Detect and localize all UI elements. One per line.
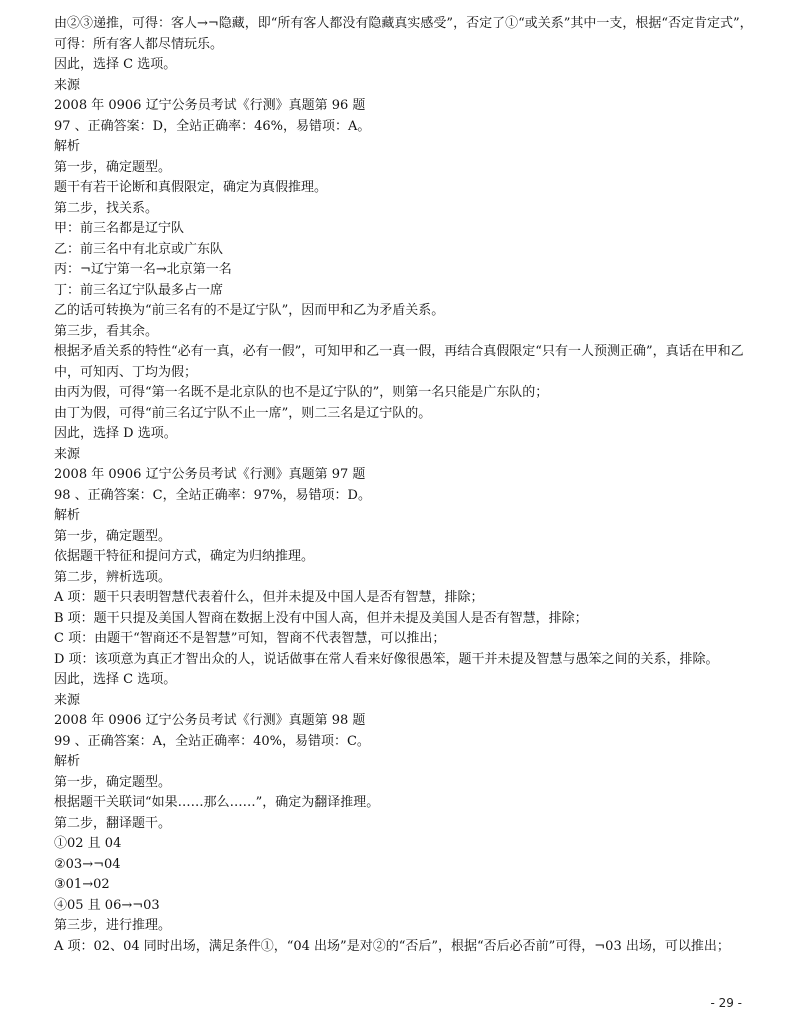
text-line: 根据题干关联词“如果……那么……”，确定为翻译推理。 bbox=[54, 795, 380, 810]
source-citation: 2008 年 0906 辽宁公务员考试《行测》真题第 97 题 bbox=[54, 467, 366, 482]
text-line: 根据矛盾关系的特性“必有一真，必有一假”，可知甲和乙一真一假，再结合真假限定“只有一人预测正确”，真话在甲和乙中，可知丙、丁均为假； bbox=[54, 344, 744, 380]
text-line: 题干有若干论断和真假限定，确定为真假推理。 bbox=[54, 180, 328, 195]
text-line: 因此，选择 C 选项。 bbox=[54, 672, 177, 687]
text-line: 由②③递推，可得：客人→¬隐藏，即“所有客人都没有隐藏真实感受”，否定了①“或关系”其中一支，根据“否定肯定式”，可得：所有客人都尽情玩乐。 bbox=[54, 16, 753, 52]
text-line: 第三步，进行推理。 bbox=[54, 918, 172, 933]
text-line: 第二步，辨析选项。 bbox=[54, 569, 172, 585]
text-line: 第一步，确定题型。 bbox=[54, 774, 172, 790]
text-line: 丙：¬辽宁第一名→北京第一名 bbox=[54, 262, 232, 277]
option-line: A 项：题干只表明智慧代表着什么，但并未提及中国人是否有智慧，排除； bbox=[54, 590, 484, 605]
text-line: 乙：前三名中有北京或广东队 bbox=[54, 241, 224, 257]
text-line: 因此，选择 C 选项。 bbox=[54, 57, 177, 72]
section-label-analysis: 解析 bbox=[54, 139, 81, 154]
section-label-source: 来源 bbox=[54, 77, 81, 93]
option-line: B 项：题干只提及美国人智商在数据上没有中国人高，但并未提及美国人是否有智慧，排除； bbox=[54, 610, 588, 626]
answer-line: 98 、正确答案：C，全站正确率：97%，易错项：D。 bbox=[54, 487, 371, 503]
condition-line: ②03→¬04 bbox=[54, 856, 121, 872]
section-label-analysis: 解析 bbox=[54, 754, 81, 769]
condition-line: ①02 且 04 bbox=[54, 836, 122, 851]
text-line: 丁：前三名辽宁队最多占一席 bbox=[54, 282, 224, 298]
section-label-source: 来源 bbox=[54, 446, 81, 462]
document-body bbox=[54, 14, 754, 957]
option-line: A 项：02、04 同时出场，满足条件①，“04 出场”是对②的“否后”，根据“否后必否前”可得，¬03 出场，可以推出； bbox=[54, 938, 730, 954]
text-line: 乙的话可转换为“前三名有的不是辽宁队”，因而甲和乙为矛盾关系。 bbox=[54, 303, 445, 318]
text-line: 第一步，确定题型。 bbox=[54, 159, 172, 175]
text-line: 第三步，看其余。 bbox=[54, 323, 159, 339]
source-citation: 2008 年 0906 辽宁公务员考试《行测》真题第 98 题 bbox=[54, 713, 366, 728]
option-line: D 项：该项意为真正才智出众的人，说话做事在常人看来好像很愚笨，题干并未提及智慧与愚笨之间的关系，排除。 bbox=[54, 651, 719, 667]
answer-line: 97 、正确答案：D，全站正确率：46%，易错项：A。 bbox=[54, 118, 371, 134]
text-line: 因此，选择 D 选项。 bbox=[54, 426, 177, 441]
condition-line: ④05 且 06→¬03 bbox=[54, 897, 160, 913]
answer-line: 99 、正确答案：A，全站正确率：40%，易错项：C。 bbox=[54, 733, 370, 749]
text-line: 由丁为假，可得“前三名辽宁队不止一席”，则二三名是辽宁队的。 bbox=[54, 405, 432, 421]
text-line: 第一步，确定题型。 bbox=[54, 528, 172, 544]
text-line: 第二步，找关系。 bbox=[54, 200, 159, 216]
text-line: 第二步，翻译题干。 bbox=[54, 815, 172, 831]
text-line: 由丙为假，可得“第一名既不是北京队的也不是辽宁队的”，则第一名只能是广东队的； bbox=[54, 385, 549, 400]
section-label-source: 来源 bbox=[54, 692, 81, 708]
option-line: C 项：由题干“智商还不是智慧”可知，智商不代表智慧，可以推出； bbox=[54, 631, 446, 646]
source-citation: 2008 年 0906 辽宁公务员考试《行测》真题第 96 题 bbox=[54, 98, 366, 113]
text-line: 甲：前三名都是辽宁队 bbox=[54, 221, 185, 236]
section-label-analysis: 解析 bbox=[54, 508, 81, 523]
condition-line: ③01→02 bbox=[54, 877, 110, 892]
text-line: 依据题干特征和提问方式，确定为归纳推理。 bbox=[54, 549, 315, 564]
page-number: - 29 - bbox=[710, 996, 742, 1010]
